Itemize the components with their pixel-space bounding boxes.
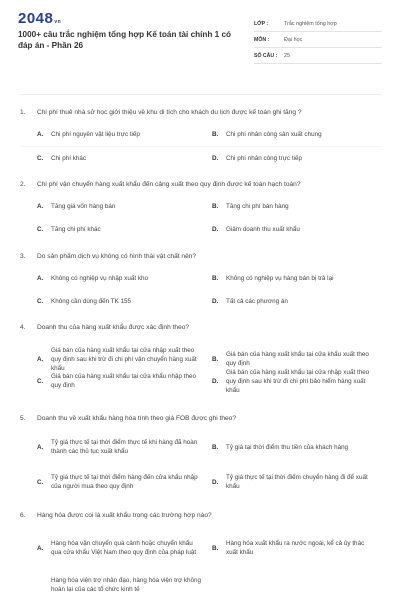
question-number: 2. [20,181,26,188]
question-number: 5. [20,415,26,422]
answer-text: Hàng hóa xuất khẩu ra nước ngoài, kể cả ủy thác xuất khẩu [226,540,365,556]
answer-letter: A. [37,275,44,282]
answer-letter: B. [212,443,219,451]
answer-text: Tăng chi phí bán hàng [226,203,289,210]
answer-option[interactable] [212,469,380,495]
answer-text: Chi phí nhân công sản xuất chung [226,131,322,138]
answer-text: Không cần dùng đến TK 155 [51,298,132,305]
answer-letter: A. [37,544,44,552]
meta-key: SỐ CÂU : [254,52,278,59]
answer-text: Chi phí khác [51,155,87,162]
meta-row-class [254,16,382,32]
meta-row-subject [254,32,382,48]
answer-text: Giá bán của hàng xuất khẩu tại cửa khẩu nhập theo quy định [51,373,196,389]
answer-text: Chi phí nguyên vật liệu trực tiếp [51,131,140,138]
answer-text: Giảm doanh thu xuất khẩu [226,226,300,233]
answer-option[interactable] [37,225,207,234]
divider [20,94,382,95]
document-title: 1000+ câu trắc nghiệm tổng hợp Kế toán tài chính 1 có đáp án - Phần 26 [18,30,232,50]
answer-text: Chi phí nhân công trực tiếp [226,155,302,162]
answer-option[interactable] [212,225,382,234]
logo-suffix: vn [54,19,62,25]
answer-letter: D. [212,298,219,305]
answer-letter: C. [37,478,44,486]
question-5-text [20,414,380,423]
answer-option[interactable] [37,531,203,565]
answer-letter: D. [212,377,219,385]
answer-option[interactable] [212,274,382,283]
question-4-text [20,323,380,332]
answer-option[interactable] [212,535,380,561]
question-number: 4. [20,324,26,331]
question-3-text [20,252,380,261]
answer-text: Hàng hóa viện trợ nhân đạo, hàng hóa viện trợ không hoàn lại của các tổ chức kinh tế [51,577,202,593]
meta-value: 25 [284,52,290,59]
answer-text: Giá bán của hàng xuất khẩu tại cửa nhập xuất theo quy định sau khi trừ đi chi phí bảo hiểm hàng xuất khẩu [226,368,370,394]
answer-letter: A. [37,355,44,363]
answer-option[interactable] [212,202,382,211]
question-text: Doanh thu về xuất khẩu hàng hóa tính theo giá FOB được ghi theo? [37,415,236,422]
logo-text: 2048 [18,10,54,27]
page-header [0,0,400,66]
question-number: 6. [20,512,26,519]
answer-option[interactable] [37,434,203,460]
meta-table [254,16,382,64]
answer-letter: D. [212,155,219,162]
answer-text: Giá bán của hàng xuất khẩu tại cửa nhập xuất theo quy định sau khi trừ đi chi phí vận chuyển hàng xuất khẩu [51,346,197,372]
answer-letter: A. [37,131,44,138]
meta-key: LỚP : [254,20,269,27]
answer-letter: C. [37,226,44,233]
answer-text: Không có nghiệp vụ hàng bán bị trả lại [226,275,334,282]
question-text: Chi phí thuê nhà sử học giới thiệu về khu di tích cho khách du lịch được kế toán ghi tăng ? [37,109,302,116]
answer-text: Hàng hóa vận chuyển quá cảnh hoặc chuyển khẩu qua cửa khẩu Việt Nam theo quy định của pháp luật [51,540,197,556]
answer-option[interactable] [212,154,382,163]
question-number: 3. [20,253,26,260]
question-2-text [20,180,380,189]
site-logo[interactable] [18,10,61,27]
answer-text: Tỷ giá thực tế tại thời điểm chuyển hàng đi để xuất khẩu [226,474,368,490]
answer-option[interactable] [212,297,382,306]
question-text: Hàng hóa được coi là xuất khẩu trong các trường hợp nào? [37,512,212,519]
answer-letter: D. [212,478,219,486]
answer-letter: B. [212,203,219,210]
answer-option[interactable] [37,576,203,598]
answer-text: Tất cả các phương án [226,298,288,305]
answer-text: Tỷ giá thực tế tại thời điểm thực tế khi hàng đã hoàn thành các thủ tục xuất khẩu [51,439,198,455]
answer-letter: B. [212,355,219,363]
answer-letter: A. [37,443,44,451]
answer-option[interactable] [37,274,207,283]
answer-option[interactable] [37,130,207,139]
answer-letter: A. [37,203,44,210]
answer-letter: C. [37,377,44,385]
answer-option[interactable] [212,130,382,139]
answer-option[interactable] [37,202,207,211]
answer-option[interactable] [37,368,203,394]
question-text: Do sản phẩm dịch vụ không có hình thái vật chất nên? [37,253,197,260]
meta-key: MÔN : [254,36,270,43]
answer-option[interactable] [37,154,207,163]
answer-text: Tăng chi phí khác [51,226,101,233]
question-number: 1. [20,109,26,116]
answer-text: Không có nghiệp vụ nhập xuất kho [51,275,148,282]
answer-text: Giá bán của hàng xuất khẩu tại cửa khẩu xuất theo quy định [226,351,369,367]
meta-value: Trắc nghiệm tổng hợp [284,20,337,27]
question-6-text [20,511,380,520]
answer-letter: B. [212,544,219,552]
meta-row-count [254,48,382,64]
answer-option[interactable] [37,469,203,495]
answer-letter: C. [37,155,44,162]
answer-text: Tăng giá vốn hàng bán [51,203,116,210]
answer-text: Tỷ giá thực tế tại thời điểm hàng đến cửa khẩu nhập của người mua theo quy định [51,474,198,490]
answer-letter: B. [212,131,219,138]
question-text: Chi phí vận chuyển hàng xuất khẩu đến cảng xuất theo quy định được kế toán hạch toán? [37,181,301,188]
answer-option[interactable] [212,434,380,460]
answer-option[interactable] [37,297,207,306]
answer-letter: D. [212,226,219,233]
answer-letter: B. [212,275,219,282]
answer-text: Tỷ giá tại thời điểm thu tiền của khách hàng [226,443,349,451]
question-text: Doanh thu của hàng xuất khẩu được xác định theo? [37,324,190,331]
answer-option[interactable] [212,364,380,398]
meta-value: Đại học [284,36,303,43]
question-1-text [20,108,380,117]
answer-letter [37,576,51,585]
answer-letter: C. [37,298,44,305]
divider [20,146,382,147]
